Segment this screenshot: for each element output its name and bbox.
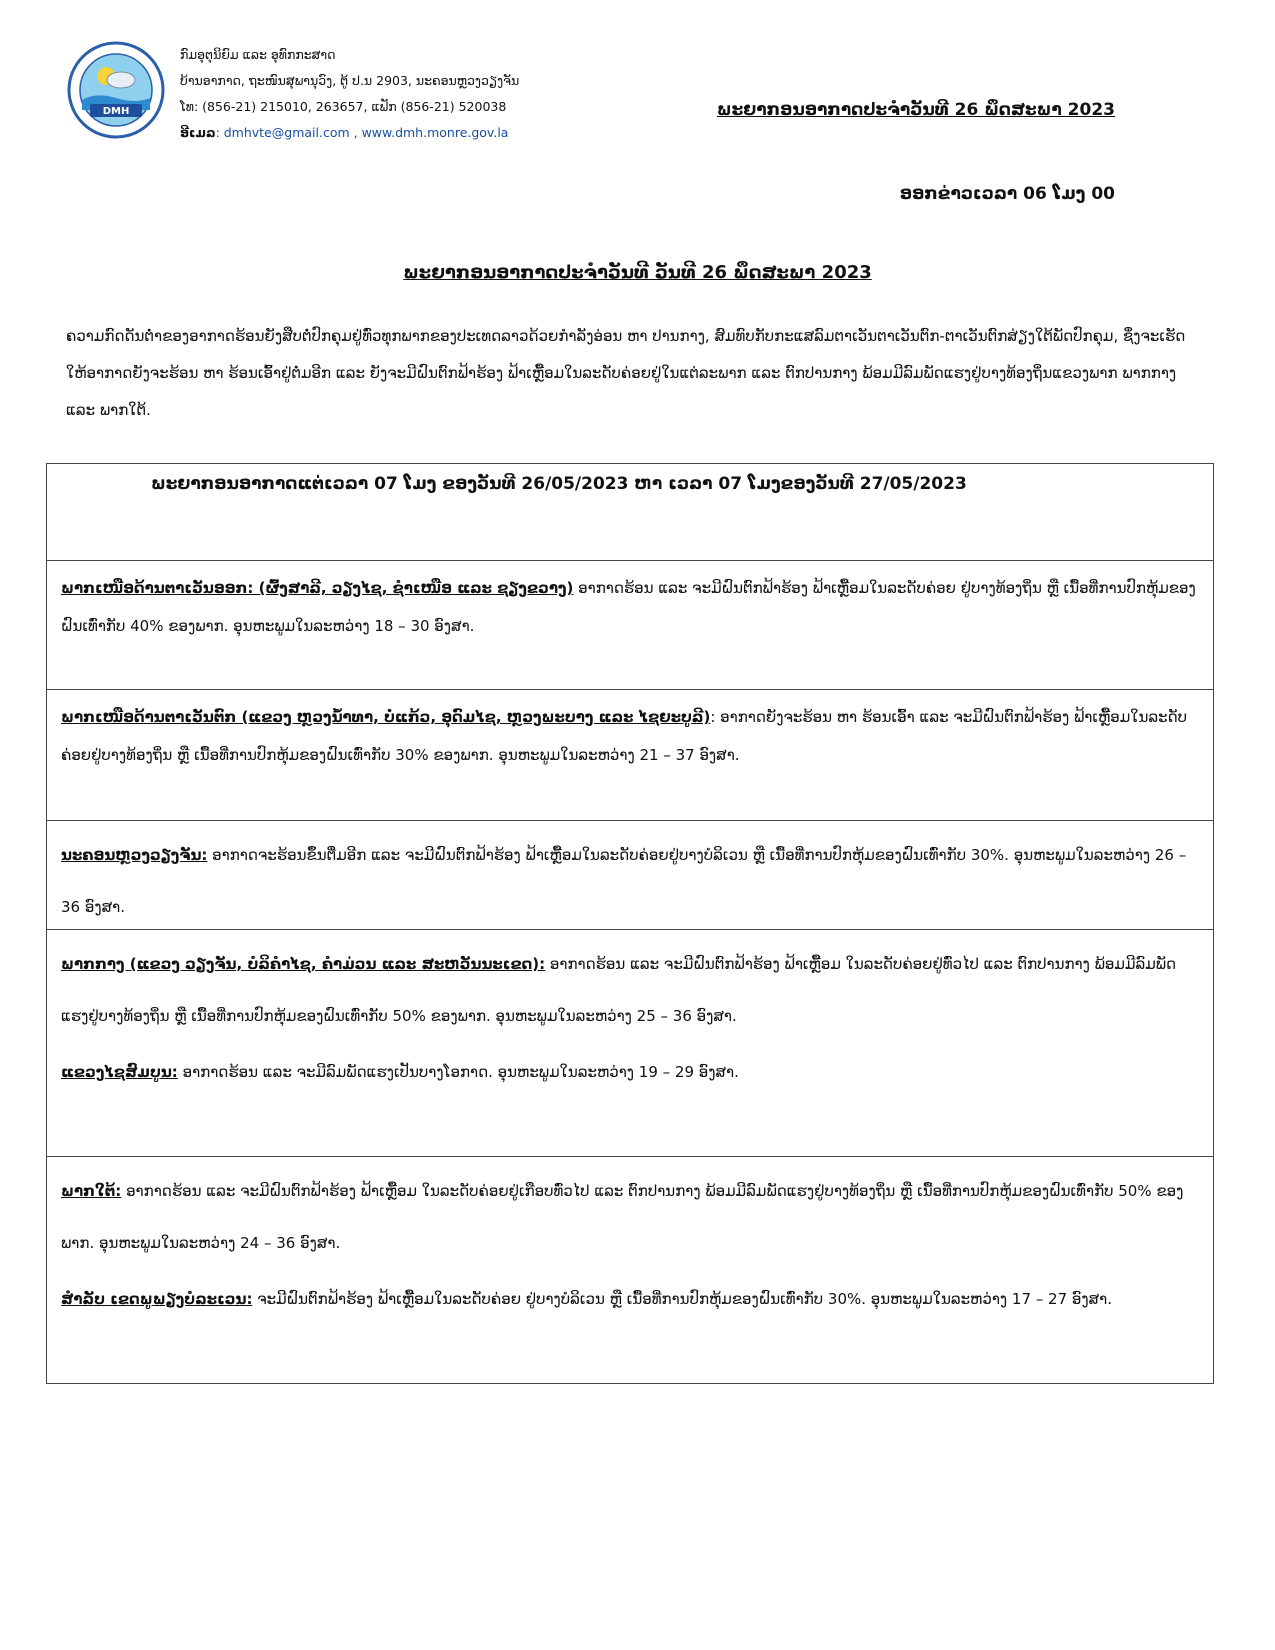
table-row bbox=[47, 689, 1213, 820]
table-heading bbox=[47, 464, 1213, 560]
region-label: ນະຄອນຫຼວງວຽງຈັນ: bbox=[61, 846, 208, 864]
region-text: : ອາກາດຍັງຈະຮ້ອນ ຫາ ຮ້ອນເອົ້າ ແລະ ຈະມີຝົນຕົກຟ້າຮ້ອງ ຟ້າເຫຼື້ອມໃນລະດັບຄ່ອຍຢູ່ບາງທ້ອງຖິ່ນ ຫຼື ເນື້ອທີ່ການປົກຫຸ້ມຂອງຝົນເທົ່າກັບ 30% ຂອງພາກ. ອຸນຫະພູມໃນລະຫວ່າງ 21 – 37 ອົງສາ. bbox=[61, 708, 1188, 764]
org-address: ບ້ານອາກາດ, ຖະໜົນສຸພານຸວົງ, ຕູ້ ປ.ນ 2903, ນະຄອນຫຼວງວຽງຈັນ bbox=[180, 73, 520, 88]
org-email[interactable] bbox=[180, 120, 519, 146]
table-row bbox=[47, 929, 1213, 1156]
region-label: ພາກເໜືອດ້ານຕາເວັນອອກ: (ຜົ້ງສາລີ, ວຽງໄຊ, ຊຳເໜືອ ແລະ ຊຽງຂວາງ) bbox=[61, 579, 574, 597]
dmh-logo bbox=[66, 40, 166, 140]
org-phone: ໂທ: (856-21) 215010, 263657, ແຟັກ (856-21) 520038 bbox=[180, 99, 507, 114]
page-title: ພະຍາກອນອາກາດປະຈຳວັນທີ ວັນທີ 26 ພຶດສະພາ 2023 bbox=[403, 262, 872, 283]
sub-region-text: ຈະມີຝົນຕົກຟ້າຮ້ອງ ຟ້າເຫຼື້ອມໃນລະດັບຄ່ອຍ ຢູ່ບາງບໍລິເວນ ຫຼື ເນື້ອທີ່ການປົກຫຸ້ມຂອງຝົນເທົ່າກັບ 30%. ອຸນຫະພູມໃນລະຫວ່າງ 17 – 27 ອົງສາ. bbox=[252, 1290, 1113, 1308]
sub-region-block bbox=[61, 1046, 1199, 1098]
document-title: ພະຍາກອນອາກາດປະຈຳວັນທີ 26 ພຶດສະພາ 2023 bbox=[716, 100, 1115, 120]
issue-time: ອອກຂ່າວເວລາ 06 ໂມງ 00 bbox=[899, 184, 1115, 204]
sub-region-label: ສຳລັບ ເຂດພູພຽງບໍລະເວນ: bbox=[61, 1290, 253, 1308]
sub-region-text: ອາກາດຮ້ອນ ແລະ ຈະມີລົມພັດແຮງເປັນບາງໂອກາດ. ອຸນຫະພູມໃນລະຫວ່າງ 19 – 29 ອົງສາ. bbox=[177, 1063, 739, 1081]
table-row bbox=[47, 1156, 1213, 1383]
forecast-table bbox=[46, 463, 1214, 1384]
table-row bbox=[47, 560, 1213, 689]
region-block bbox=[61, 938, 1199, 1042]
region-label: ພາກໃຕ້: bbox=[61, 1182, 122, 1200]
email-value[interactable]: : dmhvte@gmail.com , www.dmh.monre.gov.la bbox=[215, 125, 509, 140]
sub-region-block bbox=[61, 1273, 1199, 1325]
email-label: ອີເມລ bbox=[180, 125, 216, 140]
org-info bbox=[180, 42, 519, 146]
region-text: ອາກາດຮ້ອນ ແລະ ຈະມີຝົນຕົກຟ້າຮ້ອງ ຟ້າເຫຼື້ອມ ໃນລະດັບຄ່ອຍຢູ່ເກືອບທົ່ວໄປ ແລະ ຕົກປານກາງ ພ້ອມມີລົມພັດແຮງຢູ່ບາງທ້ອງຖິ່ນ ຫຼື ເນື້ອທີ່ການປົກຫຸ້ມຂອງຝົນເທົ່າກັບ 50% ຂອງພາກ. ອຸນຫະພູມໃນລະຫວ່າງ 24 – 36 ອົງສາ. bbox=[61, 1182, 1184, 1252]
region-text: ອາກາດຈະຮ້ອນຂຶ້ນຕື່ມອີກ ແລະ ຈະມີຝົນຕົກຟ້າຮ້ອງ ຟ້າເຫຼື້ອມໃນລະດັບຄ່ອຍຢູ່ບາງບໍລິເວນ ຫຼື ເນື້ອທີ່ການປົກຫຸ້ມຂອງຝົນເທົ່າກັບ 30%. ອຸນຫະພູມໃນລະຫວ່າງ 26 – 36 ອົງສາ. bbox=[61, 846, 1187, 916]
table-row bbox=[47, 820, 1213, 929]
sub-region-label: ແຂວງໄຊສົມບູນ: bbox=[61, 1063, 178, 1081]
letterhead bbox=[66, 36, 1186, 156]
region-label: ພາກກາງ (ແຂວງ ວຽງຈັນ, ບໍລິຄຳໄຊ, ຄຳມ່ວນ ແລະ ສະຫວັນນະເຂດ): bbox=[61, 955, 546, 973]
region-text: ອາກາດຮ້ອນ ແລະ ຈະມີຝົນຕົກຟ້າຮ້ອງ ຟ້າເຫຼື້ອມ ໃນລະດັບຄ່ອຍຢູ່ທົ່ວໄປ ແລະ ຕົກປານກາງ ພ້ອມມີລົມພັດແຮງຢູ່ບາງທ້ອງຖິ່ນ ຫຼື ເນື້ອທີ່ການປົກຫຸ້ມຂອງຝົນເທົ່າກັບ 50% ຂອງພາກ. ອຸນຫະພູມໃນລະຫວ່າງ 25 – 36 ອົງສາ. bbox=[61, 955, 1177, 1025]
summary-paragraph: ຄວາມກົດດັນຕ່ຳຂອງອາກາດຮ້ອນຍັງສືບຕໍ່ປົກຄຸມຢູ່ທົ່ວທຸກພາກຂອງປະເທດລາວດ້ວຍກຳລັງອ່ອນ ຫາ ປານກາງ, ສົມທົບກັບກະແສລົມຕາເວັນຕາເວັນຕົກ-ຕາເວັນຕົກສ່ຽງໃຕ້ພັດປົກຄຸມ, ຊຶ່ງຈະເຮັດໃຫ້ອາກາດຍັງຈະຮ້ອນ ຫາ ຮ້ອນເອົ້າຢູ່ຕໍ່ມອີກ ແລະ ຍັງຈະມີຝົນຕົກຟ້າຮ້ອງ ຟ້າເຫຼື້ອມໃນລະດັບຄ່ອຍຢູ່ໃນແຕ່ລະພາກ ແລະ ຕົກປານກາງ ພ້ອມມີລົມພັດແຮງຢູ່ບາງທ້ອງຖິ່ນແຂວງພາກ ພາກກາງ ແລະ ພາກໃຕ້. bbox=[66, 327, 1186, 419]
region-label: ພາກເໜືອດ້ານຕາເວັນຕົກ (ແຂວງ ຫຼວງນ້ຳທາ, ບໍ່ແກ້ວ, ອຸດົມໄຊ, ຫຼວງພະບາງ ແລະ ໄຊຍະບູລີ) bbox=[61, 708, 711, 726]
org-name: ກົມອຸຕຸນິຍົມ ແລະ ອຸທົກກະສາດ bbox=[180, 47, 336, 62]
region-block bbox=[61, 1165, 1199, 1269]
logo-text: DMH bbox=[102, 106, 130, 117]
table-heading-text: ພະຍາກອນອາກາດແຕ່ເວລາ 07 ໂມງ ຂອງວັນທີ 26/05/2023 ຫາ ເວລາ 07 ໂມງຂອງວັນທີ 27/05/2023 bbox=[151, 474, 967, 494]
region-text: ອາກາດຮ້ອນ ແລະ ຈະມີຝົນຕົກຟ້າຮ້ອງ ຟ້າເຫຼື້ອມໃນລະດັບຄ່ອຍ ຢູ່ບາງທ້ອງຖິ່ນ ຫຼື ເນື້ອທີ່ການປົກຫຸ້ມຂອງຝົນເທົ່າກັບ 40% ຂອງພາກ. ອຸນຫະພູມໃນລະຫວ່າງ 18 – 30 ອົງສາ. bbox=[61, 579, 1196, 635]
